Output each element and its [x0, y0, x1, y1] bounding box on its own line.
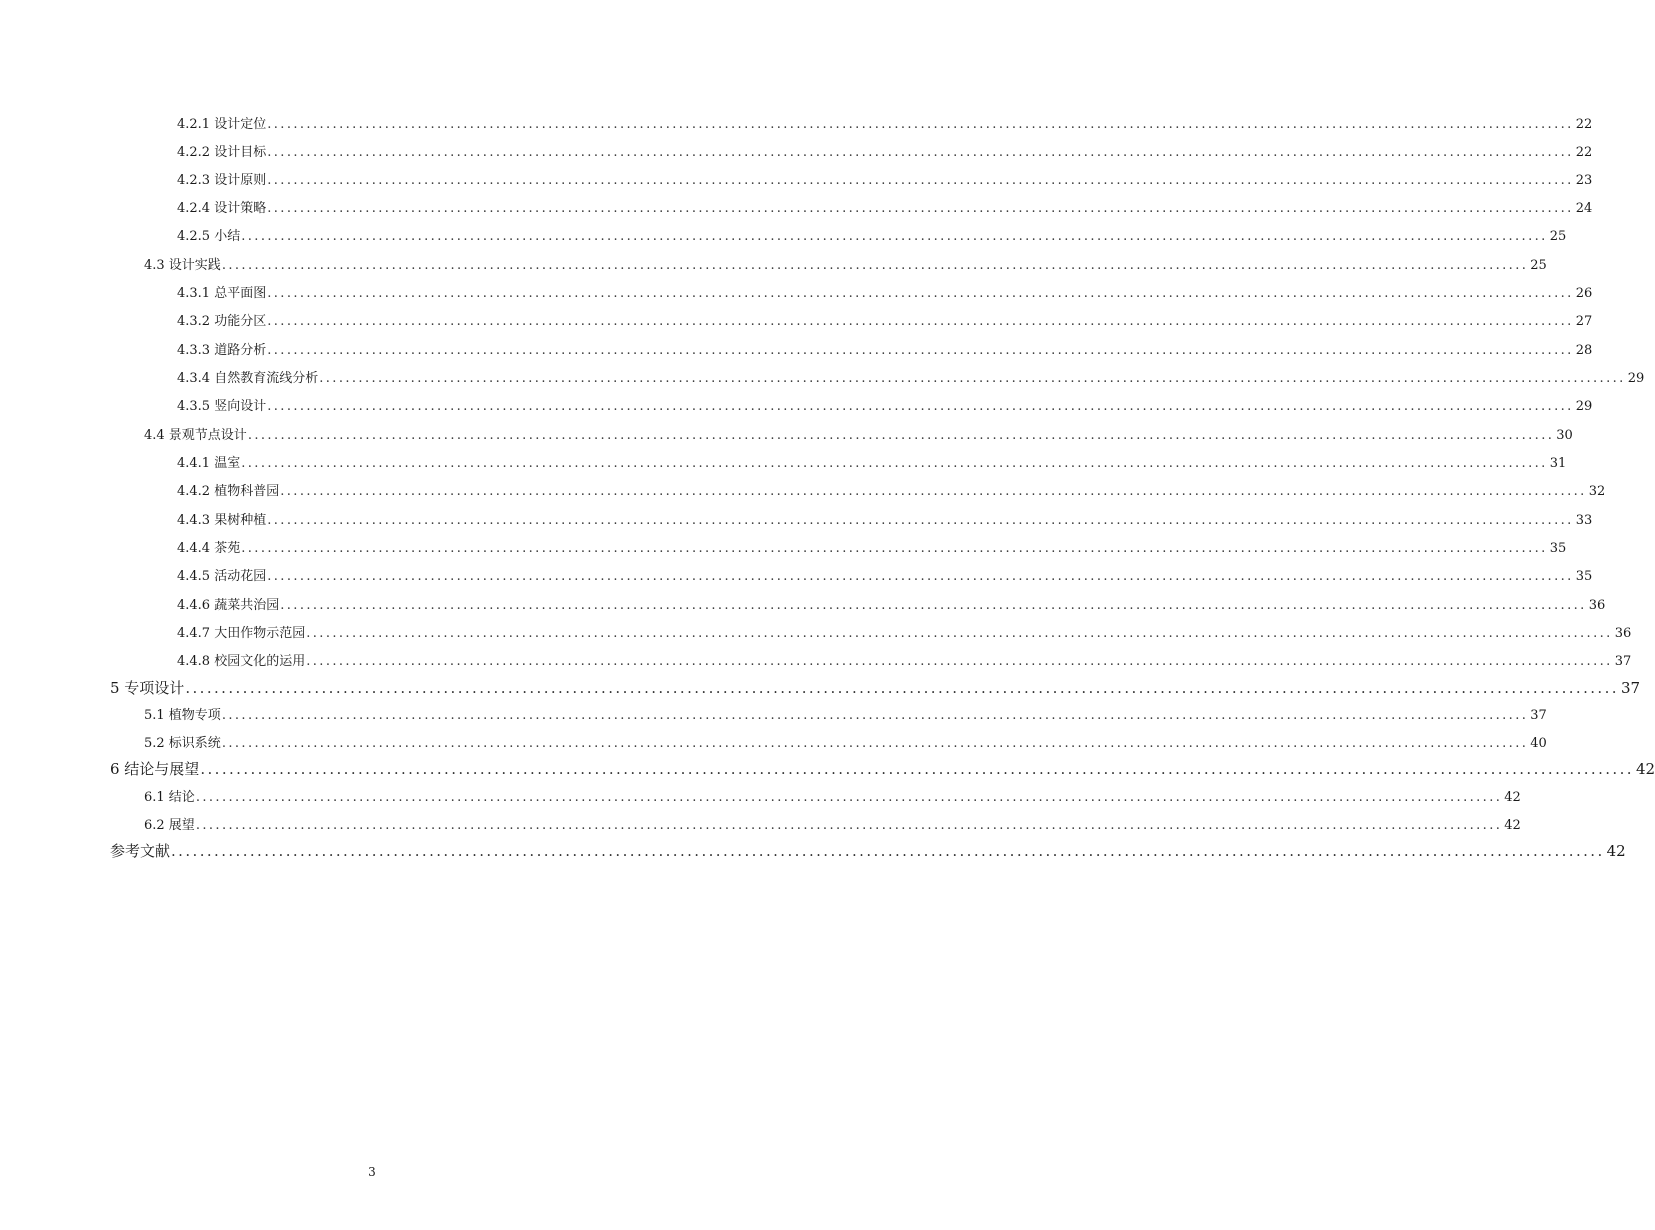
toc-entry-page: 37: [1620, 679, 1641, 697]
dot-leader: ........................................................................................................................................................................................................: [241, 229, 1548, 244]
toc-entry-title: 5.2 标识系统: [144, 736, 221, 751]
dot-leader: ........................................................................................................................................................................................................: [306, 626, 1613, 641]
toc-entry[interactable]: [144, 704, 1547, 723]
toc-entry-title: 4.4.6 蔬菜共治园: [177, 598, 280, 613]
toc-entry-title: 6 结论与展望: [110, 760, 200, 778]
dot-leader: ........................................................................................................................................................................................................: [221, 736, 1529, 751]
toc-entry-title: 4.2.1 设计定位: [177, 117, 267, 132]
toc-entry[interactable]: [144, 786, 1521, 805]
dot-leader: ........................................................................................................................................................................................................: [267, 513, 1574, 528]
toc-entry-title: 4.3.5 竖向设计: [177, 399, 267, 414]
toc-entry-page: 42: [1635, 760, 1655, 778]
toc-entry-title: 4.2.5 小结: [177, 229, 241, 244]
toc-entry[interactable]: [177, 452, 1567, 471]
dot-leader: ........................................................................................................................................................................................................: [267, 399, 1574, 414]
toc-entry-page: 42: [1504, 818, 1521, 833]
toc-entry-page: 30: [1556, 428, 1573, 443]
page-number: 3: [368, 1165, 376, 1179]
toc-entry[interactable]: [177, 367, 1645, 386]
toc-entry[interactable]: [110, 758, 1655, 779]
toc-entry-title: 4.3.2 功能分区: [177, 314, 267, 329]
toc-entry-page: 27: [1575, 314, 1593, 329]
toc-entry-page: 33: [1575, 513, 1593, 528]
toc-entry-page: 35: [1575, 569, 1593, 584]
toc-entry[interactable]: [177, 339, 1593, 358]
toc-entry[interactable]: [177, 480, 1606, 499]
toc-entry-title: 4.4.4 茶苑: [177, 541, 241, 556]
toc-entry-page: 37: [1530, 708, 1547, 723]
toc-entry[interactable]: [177, 310, 1593, 329]
toc-entry-title: 4.4.3 果树种植: [177, 513, 267, 528]
toc-entry[interactable]: [177, 565, 1593, 584]
toc-entry-page: 37: [1614, 654, 1632, 669]
toc-entry-title: 4.2.4 设计策略: [177, 201, 267, 216]
toc-entry[interactable]: [144, 424, 1573, 443]
toc-entry[interactable]: [177, 197, 1593, 216]
toc-entry[interactable]: [177, 622, 1632, 641]
toc-entry-page: 28: [1575, 343, 1593, 358]
dot-leader: ........................................................................................................................................................................................................: [185, 679, 1619, 697]
toc-entry-page: 24: [1575, 201, 1593, 216]
toc-entry[interactable]: [144, 732, 1547, 751]
toc-entry[interactable]: [177, 650, 1632, 669]
dot-leader: ........................................................................................................................................................................................................: [195, 818, 1503, 833]
dot-leader: ........................................................................................................................................................................................................: [195, 790, 1503, 805]
dot-leader: ........................................................................................................................................................................................................: [221, 258, 1529, 273]
toc-entry[interactable]: [177, 169, 1593, 188]
dot-leader: ........................................................................................................................................................................................................: [247, 428, 1555, 443]
dot-leader: ........................................................................................................................................................................................................: [267, 343, 1574, 358]
dot-leader: ........................................................................................................................................................................................................: [267, 314, 1574, 329]
toc-entry-page: 36: [1588, 598, 1606, 613]
toc-entry[interactable]: [110, 677, 1641, 698]
dot-leader: ........................................................................................................................................................................................................: [267, 145, 1574, 160]
toc-entry-page: 31: [1549, 456, 1567, 471]
toc-entry[interactable]: [177, 141, 1593, 160]
dot-leader: ........................................................................................................................................................................................................: [280, 484, 1587, 499]
toc-entry-title: 4.4.7 大田作物示范园: [177, 626, 306, 641]
toc-entry-title: 5.1 植物专项: [144, 708, 221, 723]
toc-entry-title: 4.4 景观节点设计: [144, 428, 247, 443]
toc-entry-title: 5 专项设计: [110, 679, 185, 697]
toc-entry-title: 参考文献: [110, 842, 171, 860]
toc-entry[interactable]: [177, 282, 1593, 301]
dot-leader: ........................................................................................................................................................................................................: [319, 371, 1626, 386]
toc-entry-page: 22: [1575, 117, 1593, 132]
toc-entry[interactable]: [177, 225, 1567, 244]
toc-entry[interactable]: [177, 537, 1567, 556]
dot-leader: ........................................................................................................................................................................................................: [267, 173, 1574, 188]
toc-entry[interactable]: [144, 814, 1521, 833]
toc-entry-page: 22: [1575, 145, 1593, 160]
dot-leader: ........................................................................................................................................................................................................: [267, 201, 1574, 216]
toc-entry-title: 4.3.3 道路分析: [177, 343, 267, 358]
toc-entry-title: 4.4.8 校园文化的运用: [177, 654, 306, 669]
toc-entry-title: 6.2 展望: [144, 818, 195, 833]
toc-entry-title: 4.4.2 植物科普园: [177, 484, 280, 499]
toc-entry-page: 29: [1627, 371, 1645, 386]
toc-entry-title: 4.3.1 总平面图: [177, 286, 267, 301]
toc-entry-page: 40: [1530, 736, 1547, 751]
dot-leader: ........................................................................................................................................................................................................: [221, 708, 1529, 723]
toc-entry-title: 4.3.4 自然教育流线分析: [177, 371, 319, 386]
dot-leader: ........................................................................................................................................................................................................: [171, 842, 1605, 860]
toc-entry-title: 6.1 结论: [144, 790, 195, 805]
toc-entry-page: 25: [1530, 258, 1547, 273]
toc-entry[interactable]: [177, 594, 1606, 613]
toc-entry-title: 4.4.5 活动花园: [177, 569, 267, 584]
toc-entry-page: 26: [1575, 286, 1593, 301]
toc-entry-page: 42: [1504, 790, 1521, 805]
dot-leader: ........................................................................................................................................................................................................: [267, 569, 1574, 584]
toc-entry-page: 35: [1549, 541, 1567, 556]
dot-leader: ........................................................................................................................................................................................................: [280, 598, 1587, 613]
toc-entry-title: 4.2.3 设计原则: [177, 173, 267, 188]
toc-entry[interactable]: [177, 509, 1593, 528]
toc-entry-page: 42: [1606, 842, 1626, 860]
toc-entry-page: 32: [1588, 484, 1606, 499]
toc-entry-page: 29: [1575, 399, 1593, 414]
toc-entry[interactable]: [110, 840, 1626, 861]
toc-entry-page: 23: [1575, 173, 1593, 188]
dot-leader: ........................................................................................................................................................................................................: [241, 541, 1548, 556]
dot-leader: ........................................................................................................................................................................................................: [200, 760, 1634, 778]
toc-entry-page: 25: [1549, 229, 1567, 244]
toc-entry-page: 36: [1614, 626, 1632, 641]
toc-entry-title: 4.3 设计实践: [144, 258, 221, 273]
dot-leader: ........................................................................................................................................................................................................: [267, 286, 1574, 301]
toc-entry-title: 4.2.2 设计目标: [177, 145, 267, 160]
toc-entry[interactable]: [177, 395, 1593, 414]
toc-entry[interactable]: [144, 254, 1547, 273]
dot-leader: ........................................................................................................................................................................................................: [241, 456, 1548, 471]
toc-entry-title: 4.4.1 温室: [177, 456, 241, 471]
toc-entry[interactable]: [177, 113, 1593, 132]
dot-leader: ........................................................................................................................................................................................................: [306, 654, 1613, 669]
dot-leader: ........................................................................................................................................................................................................: [267, 117, 1574, 132]
